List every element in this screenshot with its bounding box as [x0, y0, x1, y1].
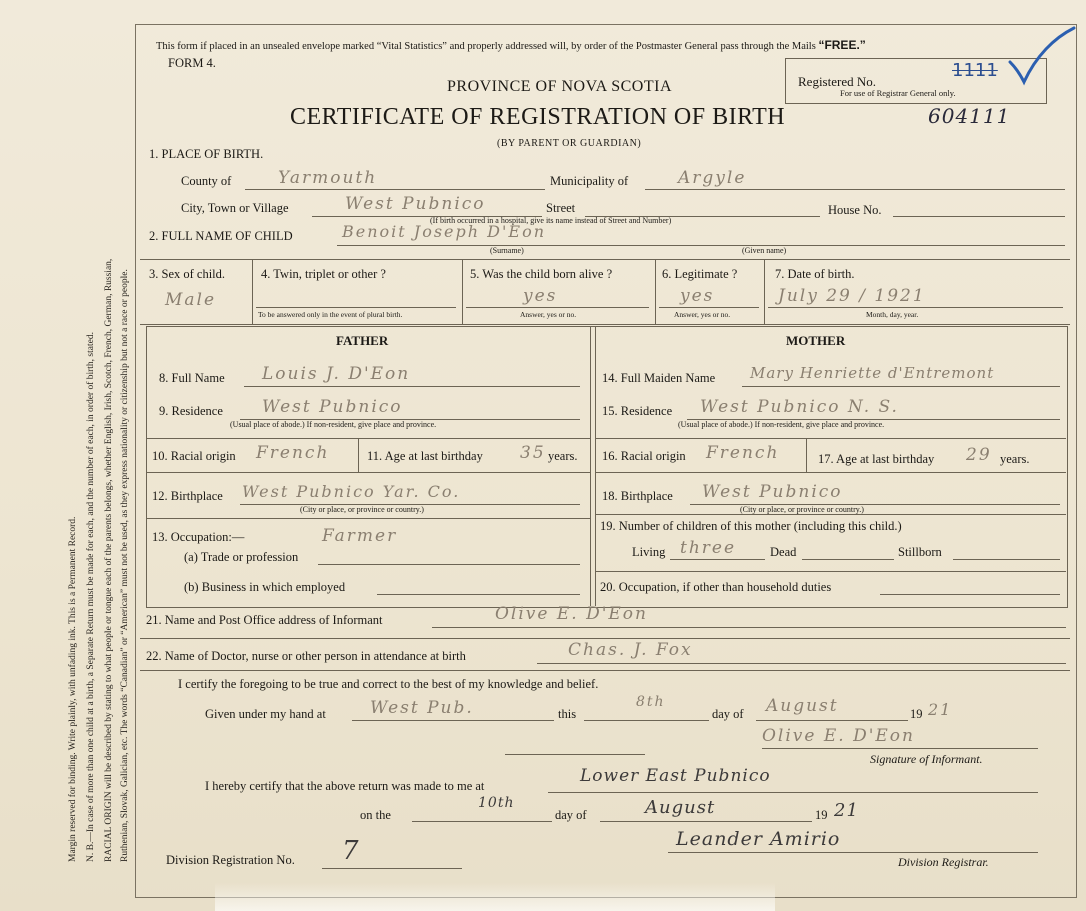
father-residence-value: West Pubnico [262, 397, 403, 417]
mother-heading: MOTHER [786, 333, 846, 348]
child-name-value: Benoit Joseph D'Eon [342, 222, 546, 241]
parents-center-divider-2 [595, 326, 596, 606]
father-heading: FATHER [336, 333, 389, 348]
mother-occupation-label: 20. Occupation, if other than household duties [600, 580, 832, 594]
house-no-line [893, 216, 1065, 217]
legitimate-value: yes [680, 286, 715, 306]
division-registration-value: 7 [342, 836, 360, 866]
born-alive-line [466, 307, 649, 308]
date-of-birth-note: Month, day, year. [866, 310, 919, 319]
given-year-prefix: 19 [910, 707, 923, 721]
twin-line [256, 307, 456, 308]
bottom-edge-wear [215, 882, 775, 911]
blue-check-mark-icon [1008, 26, 1078, 86]
given-month-line [756, 720, 908, 721]
form-number: FORM 4. [168, 56, 216, 70]
mother-birthplace-value: West Pubnico [702, 482, 843, 502]
father-occupation-label: 13. Occupation:— [152, 530, 245, 544]
margin-note-racial-origin: RACIAL ORIGIN will be described by stating to what people or tongue each of the parents belongs, whether English, Irish, Scotch, French, German, Russian, [104, 258, 114, 862]
registrar-month-value: August [645, 797, 716, 818]
registrar-signature-label: Division Registrar. [898, 855, 989, 869]
mother-children-label: 19. Number of children of this mother (including this child.) [600, 519, 902, 533]
mother-living-label: Living [632, 545, 666, 559]
row3-bottom-rule [140, 324, 1070, 325]
row3-divider-3 [655, 259, 656, 324]
born-alive-label: 5. Was the child born alive ? [470, 267, 613, 281]
county-value: Yarmouth [278, 168, 378, 188]
registrar-signature: Leander Amirio [676, 828, 841, 850]
father-business-line [377, 594, 580, 595]
registrar-statement: I hereby certify that the above return was made to me at [205, 779, 485, 793]
informant-bottom-rule [140, 638, 1070, 639]
doctor-bottom-rule [140, 670, 1070, 671]
born-alive-value: yes [523, 286, 558, 306]
mother-children-rule [595, 514, 1066, 515]
father-birthplace-label: 12. Birthplace [152, 489, 223, 503]
stamped-registration-number: 604111 [928, 104, 1011, 128]
registrar-year-prefix: 19 [815, 808, 828, 822]
father-residence-label: 9. Residence [159, 404, 223, 418]
father-occupation-value: Farmer [322, 526, 398, 546]
date-of-birth-value: July 29 / 1921 [778, 286, 926, 306]
doctor-line [537, 663, 1066, 664]
parents-center-divider [590, 326, 591, 606]
municipality-label: Municipality of [550, 174, 629, 188]
mother-occupation-rule [595, 571, 1066, 572]
mother-racial-top-rule [595, 438, 1066, 439]
city-label: City, Town or Village [181, 201, 289, 215]
mother-name-value: Mary Henriette d'Entremont [750, 364, 995, 382]
mother-dead-label: Dead [770, 545, 797, 559]
born-alive-note: Answer, yes or no. [520, 310, 577, 319]
registered-no-struck-value: 1111 [952, 60, 998, 81]
given-under-label: Given under my hand at [205, 707, 326, 721]
mother-age-value: 29 [966, 445, 992, 465]
county-line [245, 189, 545, 190]
mother-age-years: years. [1000, 452, 1030, 466]
father-racial-divider [358, 438, 359, 472]
legitimate-label: 6. Legitimate ? [662, 267, 738, 281]
postal-notice [156, 38, 866, 52]
child-given-name-note: (Given name) [742, 246, 787, 255]
municipality-line [645, 189, 1065, 190]
given-day-value: 8th [636, 694, 666, 710]
father-age-label: 11. Age at last birthday [367, 449, 483, 463]
province-heading: PROVINCE OF NOVA SCOTIA [447, 78, 673, 95]
informant-signature-label: Signature of Informant. [870, 752, 983, 766]
mother-residence-label: 15. Residence [602, 404, 673, 418]
father-racial-bottom-rule [146, 472, 590, 473]
registrar-on-label: on the [360, 808, 391, 822]
father-age-years: years. [548, 449, 578, 463]
mother-age-label: 17. Age at last birthday [818, 452, 935, 466]
place-of-birth-heading: 1. PLACE OF BIRTH. [149, 147, 264, 161]
informant-value: Olive E. D'Eon [495, 604, 648, 624]
given-place-value: West Pub. [370, 698, 474, 718]
given-year-suffix: 21 [928, 700, 953, 719]
father-racial-label: 10. Racial origin [152, 449, 236, 463]
mother-dead-line [802, 559, 894, 560]
street-label: Street [546, 201, 576, 215]
division-registration-label: Division Registration No. [166, 853, 295, 867]
registrar-separator [505, 754, 645, 755]
registrar-place-line [548, 792, 1038, 793]
father-name-label: 8. Full Name [159, 371, 225, 385]
registrar-signature-line [668, 852, 1038, 853]
house-no-label: House No. [828, 203, 882, 217]
sex-value: Male [165, 290, 217, 310]
registered-no-note: For use of Registrar General only. [840, 88, 956, 98]
registrar-year-suffix: 21 [834, 800, 859, 821]
registrar-day-of-label: day of [555, 808, 587, 822]
child-name-label: 2. FULL NAME OF CHILD [149, 229, 293, 243]
informant-label: 21. Name and Post Office address of Informant [146, 613, 383, 627]
father-racial-value: French [256, 443, 330, 463]
mother-birthplace-label: 18. Birthplace [602, 489, 673, 503]
father-name-line [244, 386, 580, 387]
registered-no-label: Registered No. [798, 74, 876, 89]
mother-birthplace-note: (City or place, or province or country.) [740, 505, 864, 514]
date-of-birth-line [768, 307, 1063, 308]
mother-occupation-line [880, 594, 1060, 595]
father-birthplace-note: (City or place, or province or country.) [300, 505, 424, 514]
doctor-value: Chas. J. Fox [568, 640, 693, 660]
margin-note-nationality: Ruthenian, Slovak, Galician, etc. The words “Canadian” or “American” must not be used, as they express nationality or citizenship but not a race or people. [120, 269, 130, 862]
mother-stillborn-label: Stillborn [898, 545, 942, 559]
doctor-label: 22. Name of Doctor, nurse or other person in attendance at birth [146, 649, 466, 663]
mother-residence-note: (Usual place of abode.) If non-resident, give place and province. [678, 420, 885, 429]
certificate-title: CERTIFICATE OF REGISTRATION OF BIRTH [290, 104, 786, 130]
twin-label: 4. Twin, triplet or other ? [261, 267, 386, 281]
mother-racial-label: 16. Racial origin [602, 449, 686, 463]
twin-note: To be answered only in the event of plural birth. [258, 310, 403, 319]
row3-divider-4 [764, 259, 765, 324]
margin-note-binding: Margin reserved for binding. Write plainly, with unfading ink. This is a Permanent Record. [68, 516, 78, 862]
mother-living-line [670, 559, 765, 560]
registrar-day-line [412, 821, 552, 822]
margin-note-separate-return: N. B.—In case of more than one child at a birth, a Separate Return must be made for each, and the number of each, in order of birth, stated. [86, 332, 96, 862]
informant-line [432, 627, 1066, 628]
given-day-of-label: day of [712, 707, 744, 721]
given-this-label: this [558, 707, 577, 721]
row3-divider-1 [252, 259, 253, 324]
mother-racial-value: French [706, 443, 780, 463]
mother-living-value: three [680, 538, 737, 558]
street-note: (If birth occurred in a hospital, give its name instead of Street and Number) [430, 216, 672, 225]
father-residence-note: (Usual place of abode.) If non-resident, give place and province. [230, 420, 437, 429]
informant-signature-line [762, 748, 1038, 749]
child-surname-note: (Surname) [490, 246, 524, 255]
row3-divider-2 [462, 259, 463, 324]
county-label: County of [181, 174, 232, 188]
registrar-month-line [600, 821, 812, 822]
registrar-day-value: 10th [478, 795, 515, 811]
father-business-label: (b) Business in which employed [184, 580, 346, 594]
mother-stillborn-line [953, 559, 1060, 560]
mother-racial-bottom-rule [595, 472, 1066, 473]
father-age-value: 35 [520, 443, 546, 463]
registrar-place-value: Lower East Pubnico [580, 766, 771, 786]
division-registration-line [322, 868, 462, 869]
mother-residence-value: West Pubnico N. S. [700, 397, 899, 417]
legitimate-line [659, 307, 759, 308]
city-value: West Pubnico [345, 194, 486, 214]
sex-label: 3. Sex of child. [149, 267, 226, 281]
given-month-value: August [766, 696, 839, 716]
father-racial-top-rule [146, 438, 590, 439]
given-place-line [352, 720, 554, 721]
father-trade-label: (a) Trade or profession [184, 550, 299, 564]
legitimate-note: Answer, yes or no. [674, 310, 731, 319]
father-name-value: Louis J. D'Eon [262, 364, 411, 384]
certificate-subtitle: (BY PARENT OR GUARDIAN) [497, 138, 642, 149]
father-trade-line [318, 564, 580, 565]
informant-signature: Olive E. D'Eon [762, 726, 915, 746]
given-day-line [584, 720, 709, 721]
certify-statement: I certify the foregoing to be true and correct to the best of my knowledge and belief. [178, 677, 599, 691]
father-birthplace-value: West Pubnico Yar. Co. [242, 482, 461, 501]
row3-top-rule [140, 259, 1070, 260]
postal-notice-free: “FREE.” [818, 38, 866, 52]
father-occupation-rule [146, 518, 590, 519]
mother-name-label: 14. Full Maiden Name [602, 371, 716, 385]
municipality-value: Argyle [678, 168, 747, 188]
mother-name-line [742, 386, 1060, 387]
child-name-line [337, 245, 1065, 246]
date-of-birth-label: 7. Date of birth. [775, 267, 855, 281]
mother-racial-divider [806, 438, 807, 472]
postal-notice-text: This form if placed in an unsealed envelope marked “Vital Statistics” and properly addressed will, by order of the Postmaster General pass through the Mails [156, 41, 816, 52]
